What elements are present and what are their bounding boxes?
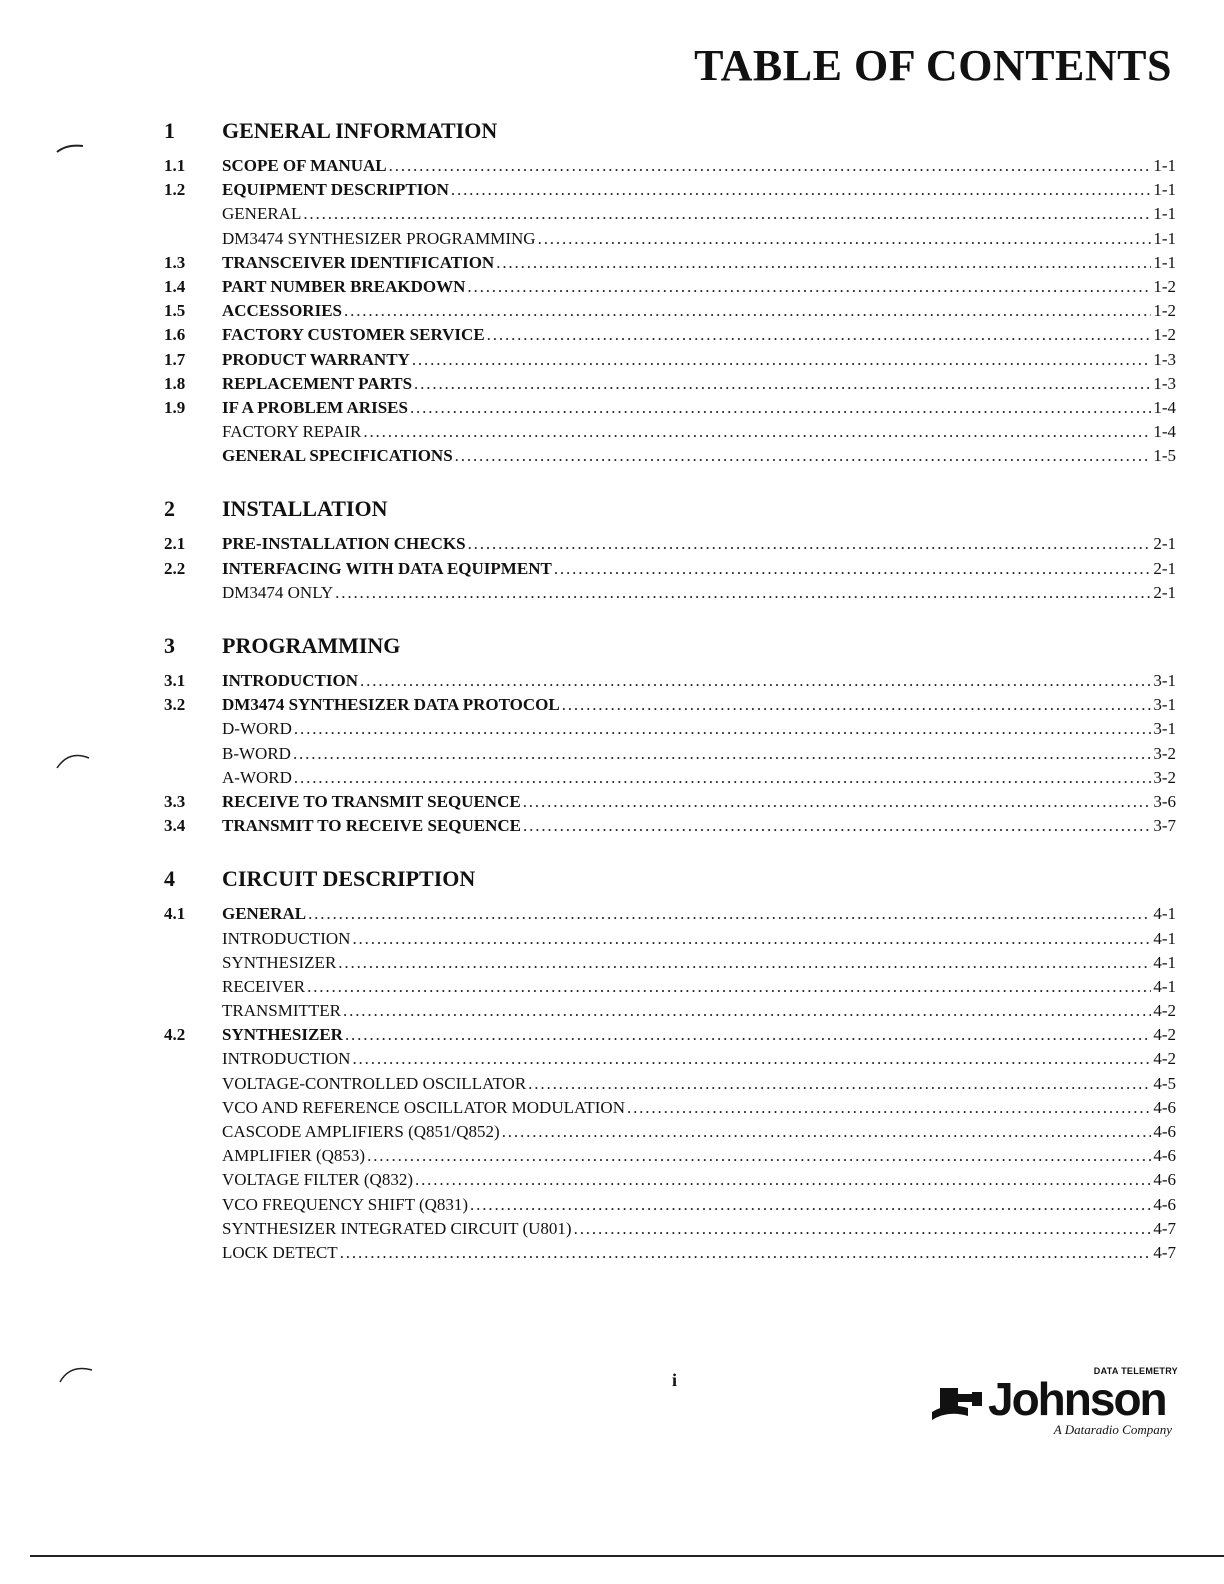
entry-page: 1-5 (1153, 446, 1176, 466)
dot-leader (523, 790, 1152, 814)
entry-label: DM3474 ONLY (222, 582, 334, 602)
entry-label: TRANSCEIVER IDENTIFICATION (222, 252, 495, 272)
entry-page: 1-3 (1153, 349, 1176, 369)
entry-label: GENERAL (222, 904, 307, 924)
dot-leader (627, 1096, 1151, 1120)
johnson-logo-icon (928, 1382, 986, 1422)
dot-leader (340, 1241, 1152, 1265)
entry-label: GENERAL SPECIFICATIONS (222, 446, 453, 466)
toc-entry[interactable] (164, 1168, 1176, 1192)
entry-label: TRANSMITTER (222, 1001, 341, 1021)
section-title: PROGRAMMING (222, 633, 401, 658)
toc-entry[interactable] (164, 532, 1176, 556)
entry-page: 2-1 (1153, 534, 1176, 554)
logo-tagline: DATA TELEMETRY (1093, 1366, 1178, 1376)
entry-page: 1-4 (1153, 397, 1176, 417)
entry-page: 2-1 (1153, 558, 1176, 578)
toc-entry[interactable] (164, 581, 1176, 605)
entry-label: EQUIPMENT DESCRIPTION (222, 180, 449, 200)
toc-entry[interactable] (164, 1120, 1176, 1144)
entry-number: 4.1 (164, 904, 186, 924)
toc-entry[interactable] (164, 742, 1176, 766)
entry-label: SYNTHESIZER (222, 1025, 343, 1045)
johnson-logo (928, 1366, 1178, 1442)
entry-page: 3-2 (1153, 743, 1176, 763)
entry-number: 1.5 (164, 301, 186, 321)
entry-label: INTRODUCTION (222, 671, 359, 690)
entry-number: 1.8 (164, 373, 186, 393)
entry-page: 4-6 (1153, 1194, 1176, 1214)
entry-page: 3-2 (1153, 767, 1176, 787)
entry-page: 3-7 (1153, 816, 1176, 836)
dot-leader (389, 154, 1152, 178)
dot-leader (468, 532, 1152, 556)
dot-leader (338, 951, 1151, 975)
toc-entry[interactable] (164, 202, 1176, 226)
entry-label: VCO AND REFERENCE OSCILLATOR MODULATION (222, 1097, 625, 1117)
entry-page: 1-1 (1153, 180, 1176, 200)
entry-label: DM3474 SYNTHESIZER PROGRAMMING (222, 228, 536, 248)
toc-entry[interactable] (164, 927, 1176, 951)
toc-entry[interactable] (164, 1144, 1176, 1168)
entry-page: 3-6 (1153, 791, 1176, 811)
toc-entry[interactable] (164, 348, 1176, 372)
entry-label: REPLACEMENT PARTS (222, 373, 413, 393)
dot-leader (451, 178, 1151, 202)
entry-page: 4-6 (1153, 1122, 1176, 1141)
entry-page: 4-1 (1153, 904, 1176, 924)
entry-label: PART NUMBER BREAKDOWN (222, 276, 466, 296)
entry-label: SYNTHESIZER INTEGRATED CIRCUIT (U801) (222, 1218, 572, 1238)
section-number: 4 (164, 866, 175, 892)
toc-entry[interactable] (164, 299, 1176, 323)
toc-entry[interactable] (164, 396, 1176, 420)
toc-entry[interactable] (164, 766, 1176, 790)
entry-label: FACTORY CUSTOMER SERVICE (222, 325, 485, 345)
dot-leader (367, 1144, 1151, 1168)
entry-label: VOLTAGE FILTER (Q832) (222, 1170, 413, 1190)
section-number: 1 (164, 118, 175, 143)
toc-entry[interactable] (164, 814, 1176, 838)
entry-number: 1.1 (164, 156, 186, 175)
logo-subtitle: A Dataradio Company (1053, 1422, 1172, 1437)
section-title: INSTALLATION (222, 496, 388, 522)
section-gap (164, 838, 1176, 856)
toc-entry[interactable] (164, 902, 1176, 926)
dot-leader (352, 1047, 1151, 1071)
entry-label: ACCESSORIES (222, 301, 342, 321)
toc-entry[interactable] (164, 1096, 1176, 1120)
entry-number: 3.2 (164, 695, 186, 715)
entry-label: IF A PROBLEM ARISES (222, 397, 408, 417)
entry-number: 3.4 (164, 816, 186, 836)
dot-leader (363, 420, 1151, 444)
section-title: GENERAL INFORMATION (222, 118, 498, 143)
dot-leader (467, 275, 1151, 299)
entry-page: 1-1 (1153, 252, 1176, 272)
dot-leader (335, 581, 1151, 605)
toc-entry[interactable] (164, 227, 1176, 251)
entry-number: 1.6 (164, 325, 186, 345)
entry-label: RECEIVE TO TRANSMIT SEQUENCE (222, 791, 521, 811)
entry-page: 4-5 (1153, 1073, 1176, 1093)
dot-leader (562, 693, 1152, 717)
entry-page: 1-2 (1153, 276, 1176, 296)
entry-label: B-WORD (222, 743, 291, 763)
dot-leader (308, 902, 1151, 926)
entry-number: 2.1 (164, 534, 186, 554)
entry-label: RECEIVER (222, 976, 306, 996)
section-heading (164, 118, 1176, 154)
entry-number: 1.7 (164, 349, 186, 369)
dot-leader (352, 927, 1151, 951)
toc-entry[interactable] (164, 1217, 1176, 1241)
entry-number: 1.2 (164, 180, 186, 200)
entry-page: 4-7 (1153, 1242, 1176, 1262)
table-of-contents (164, 118, 1176, 1265)
entry-label: VCO FREQUENCY SHIFT (Q831) (222, 1194, 469, 1214)
dot-leader (496, 251, 1151, 275)
entry-page: 4-1 (1153, 976, 1176, 996)
dot-leader (345, 1023, 1151, 1047)
entry-label: LOCK DETECT (222, 1242, 338, 1262)
entry-page: 4-2 (1153, 1001, 1176, 1021)
entry-label: D-WORD (222, 719, 292, 739)
entry-label: INTERFACING WITH DATA EQUIPMENT (222, 558, 552, 578)
entry-label: DM3474 SYNTHESIZER DATA PROTOCOL (222, 695, 560, 715)
section-heading (164, 496, 1176, 532)
toc-entry[interactable] (164, 1193, 1176, 1217)
toc-entry[interactable] (164, 178, 1176, 202)
toc-entry[interactable] (164, 951, 1176, 975)
entry-label: PRODUCT WARRANTY (222, 349, 410, 369)
entry-label: GENERAL (222, 204, 302, 224)
entry-number: 2.2 (164, 558, 186, 578)
entry-number: 1.4 (164, 276, 186, 296)
dot-leader (502, 1120, 1152, 1144)
dot-leader (343, 999, 1151, 1023)
entry-label: SCOPE OF MANUAL (222, 156, 387, 175)
dot-leader (415, 1168, 1151, 1192)
toc-entry[interactable] (164, 1023, 1176, 1047)
dot-leader (344, 299, 1151, 323)
entry-page: 3-1 (1153, 695, 1176, 715)
entry-label: INTRODUCTION (222, 928, 351, 948)
page-title: TABLE OF CONTENTS (694, 41, 1172, 90)
entry-page: 1-1 (1153, 156, 1176, 175)
entry-page: 1-3 (1153, 373, 1176, 393)
entry-number: 1.9 (164, 397, 186, 417)
entry-page: 4-6 (1153, 1170, 1176, 1190)
section-heading (164, 633, 1176, 669)
dot-leader (307, 975, 1151, 999)
entry-page: 1-4 (1153, 422, 1176, 442)
toc-entry[interactable] (164, 323, 1176, 347)
toc-entry[interactable] (164, 975, 1176, 999)
entry-label: INTRODUCTION (222, 1049, 351, 1069)
dot-leader (554, 557, 1152, 581)
entry-label: CASCODE AMPLIFIERS (Q851/Q852) (222, 1122, 500, 1141)
entry-page: 4-1 (1153, 952, 1176, 972)
dot-leader (414, 372, 1151, 396)
footer-rule (30, 1555, 1224, 1557)
entry-number: 3.1 (164, 671, 186, 690)
dot-leader (574, 1217, 1152, 1241)
toc-entry[interactable] (164, 275, 1176, 299)
entry-page: 4-2 (1153, 1025, 1176, 1045)
entry-page: 4-6 (1153, 1146, 1176, 1166)
entry-page: 2-1 (1153, 582, 1176, 602)
toc-entry[interactable] (164, 717, 1176, 741)
toc-entry[interactable] (164, 999, 1176, 1023)
scan-mark-middle (55, 748, 91, 770)
dot-leader (455, 444, 1152, 468)
entry-page: 3-1 (1153, 671, 1176, 690)
toc-entry[interactable] (164, 1047, 1176, 1071)
dot-leader (410, 396, 1151, 420)
entry-page: 4-1 (1153, 928, 1176, 948)
entry-page: 4-2 (1153, 1049, 1176, 1069)
entry-number: 4.2 (164, 1025, 186, 1045)
toc-entry[interactable] (164, 1241, 1176, 1265)
dot-leader (412, 348, 1152, 372)
section-gap (164, 605, 1176, 623)
toc-entry[interactable] (164, 1072, 1176, 1096)
toc-entry[interactable] (164, 557, 1176, 581)
dot-leader (528, 1072, 1151, 1096)
entry-page: 4-6 (1153, 1097, 1176, 1117)
scan-mark-bottom (58, 1362, 94, 1384)
section-number: 3 (164, 633, 175, 658)
page-number: i (672, 1370, 678, 1390)
dot-leader (523, 814, 1151, 838)
toc-entry[interactable] (164, 693, 1176, 717)
entry-label: SYNTHESIZER (222, 952, 337, 972)
dot-leader (470, 1193, 1151, 1217)
section-number: 2 (164, 496, 175, 522)
entry-label: VOLTAGE-CONTROLLED OSCILLATOR (222, 1073, 527, 1093)
scan-mark-top (55, 140, 85, 154)
dot-leader (293, 742, 1151, 766)
dot-leader (294, 766, 1151, 790)
toc-entry[interactable] (164, 372, 1176, 396)
entry-page: 4-7 (1153, 1218, 1176, 1238)
toc-entry[interactable] (164, 420, 1176, 444)
entry-label: PRE-INSTALLATION CHECKS (222, 534, 466, 554)
toc-entry[interactable] (164, 669, 1176, 693)
entry-page: 1-2 (1153, 325, 1176, 345)
dot-leader (303, 202, 1151, 226)
entry-page: 1-2 (1153, 301, 1176, 321)
dot-leader (487, 323, 1152, 347)
entry-number: 1.3 (164, 252, 186, 272)
entry-label: A-WORD (222, 767, 292, 787)
entry-page: 1-1 (1153, 204, 1176, 224)
toc-entry[interactable] (164, 251, 1176, 275)
logo-wordmark: Johnson (988, 1373, 1166, 1425)
entry-number: 3.3 (164, 791, 186, 811)
entry-page: 3-1 (1153, 719, 1176, 739)
entry-label: TRANSMIT TO RECEIVE SEQUENCE (222, 816, 522, 836)
entry-label: AMPLIFIER (Q853) (222, 1146, 366, 1166)
section-heading (164, 866, 1176, 902)
toc-entry[interactable] (164, 790, 1176, 814)
dot-leader (360, 669, 1151, 693)
toc-entry[interactable] (164, 444, 1176, 468)
toc-entry[interactable] (164, 154, 1176, 178)
section-title: CIRCUIT DESCRIPTION (222, 866, 476, 892)
section-gap (164, 468, 1176, 486)
dot-leader (538, 227, 1152, 251)
dot-leader (294, 717, 1151, 741)
entry-label: FACTORY REPAIR (222, 422, 362, 442)
entry-page: 1-1 (1153, 228, 1176, 248)
